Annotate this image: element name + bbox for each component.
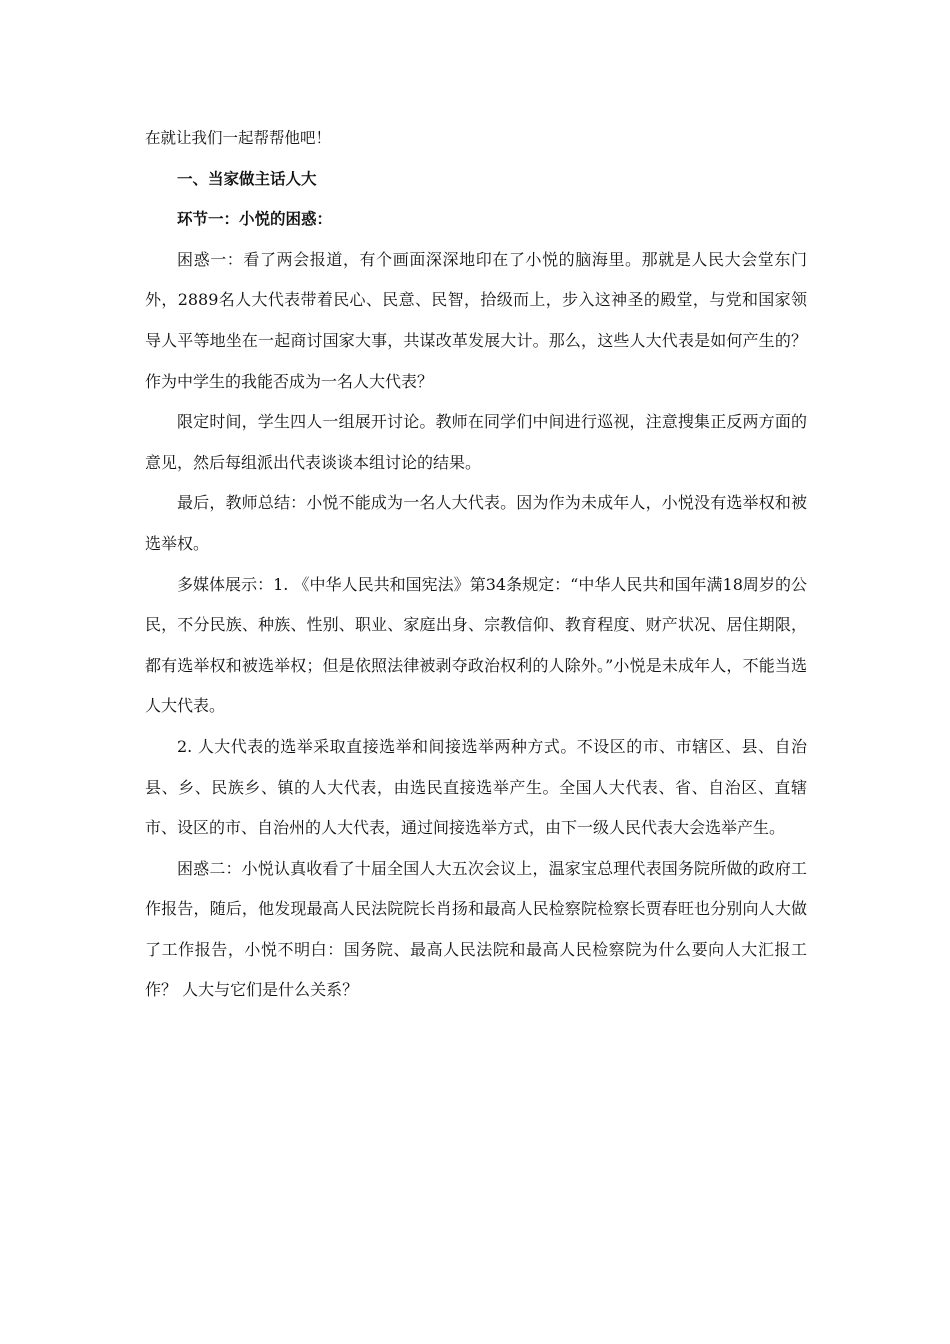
paragraph-puzzle-two: 困惑二：小悦认真收看了十届全国人大五次会议上，温家宝总理代表国务院所做的政府工作报告，随后，他发现最高人民法院院长肖扬和最高人民检察院检察长贾春旺也分别向人大做了工作报告，小悦不明白：国务院、最高人民法院和最高人民检察院为什么要向人大汇报工作？ 人大与它们是什么关系？ [145,858,807,1000]
intro-line: 在就让我们一起帮帮他吧！ [145,129,332,147]
paragraph-multimedia-point-2: 2. 人大代表的选举采取直接选举和间接选举两种方式。不设区的市、市辖区、县、自治县、乡、民族乡、镇的人大代表，由选民直接选举产生。全国人大代表、省、自治区、直辖市、设区的市、自治州的人大代表，通过间接选举方式，由下一级人民代表大会选举产生。 [145,736,807,838]
subsection-heading: 环节一：小悦的困惑： [177,210,333,229]
paragraph-multimedia-point-1: 多媒体展示：1. 《中华人民共和国宪法》第34条规定：“中华人民共和国年满18周岁的公民，不分民族、种族、性别、职业、家庭出身、宗教信仰、教育程度、财产状况、居住期限，都有选举权和被选举权；但是依照法律被剥夺政治权利的人除外。”小悦是未成年人，不能当选人大代表。 [145,574,807,716]
paragraph-teacher-summary: 最后，教师总结：小悦不能成为一名人大代表。因为作为未成年人，小悦没有选举权和被选举权。 [145,493,807,553]
section-heading: 一、当家做主话人大 [177,169,317,188]
document-body [145,118,807,1011]
paragraph-puzzle-one: 困惑一：看了两会报道，有个画面深深地印在了小悦的脑海里。那就是人民大会堂东门外，2889名人大代表带着民心、民意、民智，拾级而上，步入这神圣的殿堂，与党和国家领导人平等地坐在一起商讨国家大事，共谋改革发展大计。那么，这些人大代表是如何产生的？作为中学生的我能否成为一名人大代表？ [145,249,807,391]
paragraph-discussion: 限定时间，学生四人一组展开讨论。教师在同学们中间进行巡视，注意搜集正反两方面的意见，然后每组派出代表谈谈本组讨论的结果。 [145,412,807,472]
